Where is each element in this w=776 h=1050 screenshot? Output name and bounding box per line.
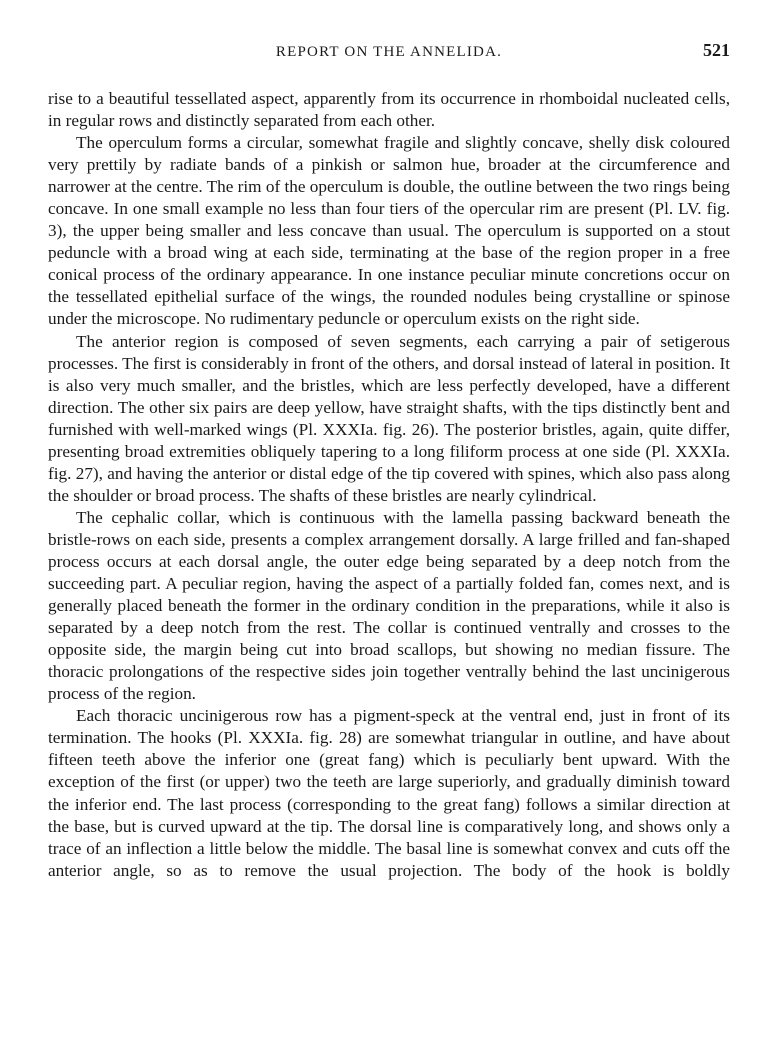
paragraph-cephalic-collar: The cephalic collar, which is continuous with the lamella passing backward beneath the bristle-rows on each side, presents a complex arrangement dorsally. A large frilled and fan-shaped process occurs at each dorsal angle, the outer edge being separated by a deep notch from the succeeding part. A peculiar region, having the aspect of a partially folded fan, comes next, and is generally placed beneath the former in the ordinary condition in the preparations, while it also is separated by a deep notch from the rest. The collar is continued ventrally and crosses to the opposite side, the margin being cut into broad scallops, but showing no median fissure. The thoracic prolongations of the respective sides join together ventrally behind the last uncinigerous process of the region. (48, 507, 730, 704)
paragraph-anterior-region: The anterior region is composed of seven segments, each carrying a pair of setigerous processes. The first is considerably in front of the others, and dorsal instead of lateral in position. It is also very much smaller, and the bristles, which are less perfectly developed, have a different direction. The other six pairs are deep yellow, have straight shafts, with the tips distinctly bent and furnished with well-marked wings (Pl. XXXIa. fig. 26). The posterior bristles, again, quite differ, presenting broad extremities obliquely tapering to a long filiform process at one side (Pl. XXXIa. fig. 27), and having the anterior or distal edge of the tip covered with spines, which also pass along the shoulder or broad process. The shafts of these bristles are nearly cylindrical. (48, 331, 730, 505)
page-number: 521 (703, 40, 730, 60)
paragraph-operculum: The operculum forms a circular, somewhat fragile and slightly concave, shelly disk coloured very prettily by radiate bands of a pinkish or salmon hue, broader at the circumference and narrower at the centre. The rim of the operculum is double, the outline between the two rings being concave. In one small example no less than four tiers of the opercular rim are present (Pl. LV. fig. 3), the upper being smaller and less concave than usual. The operculum is supported on a stout peduncle with a broad wing at each side, terminating at the base of the region proper in a free conical process of the ordinary appearance. In one instance peculiar minute concretions occur on the tessellated epithelial surface of the wings, the rounded nodules being crystalline or spinose under the microscope. No rudimentary peduncle or operculum exists on the right side. (48, 133, 730, 329)
paragraph-continuation: rise to a beautiful tessellated aspect, apparently from its occurrence in rhomboidal nucleated cells, in regular rows and distinctly separated from each other. (48, 89, 730, 131)
paragraph-uncinigerous-row: Each thoracic uncinigerous row has a pigment-speck at the ventral end, just in front of its termination. The hooks (Pl. XXXIa. fig. 28) are somewhat triangular in outline, and have about fifteen teeth above the inferior one (great fang) which is peculiarly bent upward. With the exception of the first (or upper) two the teeth are large superiorly, and gradually diminish toward the inferior end. The last process (corresponding to the great fang) follows a similar direction at the base, but is curved upward at the tip. The dorsal line is comparatively long, and shows only a trace of an inflection a little below the middle. The basal line is somewhat convex and cuts off the anterior angle, so as to remove the usual projection. The body of the hook is boldly (48, 706, 730, 880)
body-text (48, 88, 730, 882)
running-title: REPORT ON THE ANNELIDA. (275, 44, 503, 60)
running-head (48, 38, 730, 64)
